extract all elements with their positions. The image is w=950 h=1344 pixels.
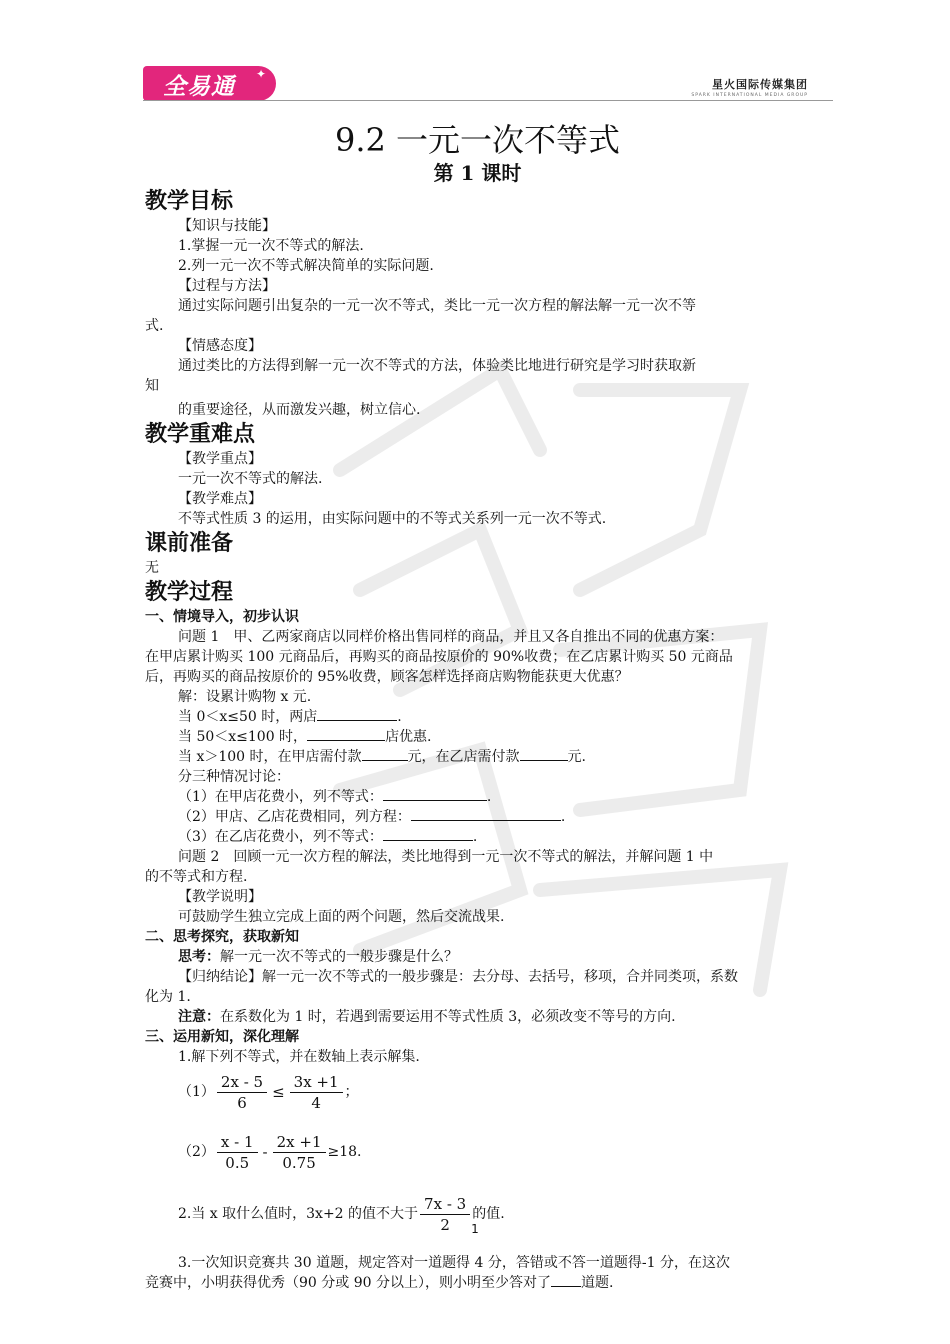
attention-note [145, 1007, 810, 1027]
exercise-1-1-label: （1） [178, 1084, 215, 1100]
publisher-name-en: SPARK INTERNATIONAL MEDIA GROUP [691, 93, 808, 98]
answer-blank[interactable] [383, 827, 473, 841]
part1-heading: 一、情境导入，初步认识 [145, 609, 299, 625]
operator: ≤ [272, 1083, 285, 1101]
document-body [145, 120, 810, 1293]
publisher-name: 星火国际传媒集团 [712, 78, 808, 91]
fraction-denominator: 6 [237, 1093, 247, 1112]
process-text-line-2: 式. [145, 318, 164, 334]
knowledge-item-2: 2.列一元一次不等式解决简单的实际问题. [178, 258, 434, 274]
exercise-1-part-1 [145, 1067, 810, 1117]
discussion-case-3 [145, 827, 810, 847]
solution-case-c-text: 当 x＞100 时，在甲店需付款 [178, 749, 362, 765]
discussion-case-1-text: （1）在甲店花费小，列不等式： [178, 789, 383, 805]
focus-tag: 【教学重点】 [178, 451, 262, 467]
solution-case-b-text: 当 50＜x≤100 时， [178, 729, 308, 745]
page-subtitle: 第 1 课时 [433, 161, 522, 185]
process-text-line-1: 通过实际问题引出复杂的一元一次不等式，类比一元一次方程的解法解一元一次不等 [178, 298, 696, 314]
answer-blank[interactable] [307, 727, 385, 741]
discussion-case-2-end: . [560, 809, 566, 825]
solution-case-b [145, 727, 810, 747]
exercise-1-2-label: （2） [178, 1144, 215, 1160]
operator: - [262, 1143, 268, 1161]
solution-case-c-mid: 元，在乙店需付款 [407, 749, 520, 765]
think-label: 思考： [178, 949, 220, 965]
fraction-numerator: 3x +1 [290, 1072, 343, 1093]
logo-text: 全易通 [163, 74, 235, 100]
page-title: 9.2 一元一次不等式 [334, 121, 621, 159]
discussion-case-3-text: （3）在乙店花费小，列不等式： [178, 829, 383, 845]
exercise-1: 1.解下列不等式，并在数轴上表示解集. [178, 1049, 420, 1065]
focus-text: 一元一次不等式的解法. [178, 471, 323, 487]
answer-blank[interactable] [362, 747, 408, 761]
fraction [217, 1132, 258, 1173]
solution-intro: 解：设累计购物 x 元. [178, 689, 312, 705]
section-goals-heading: 教学目标 [145, 189, 234, 214]
question-1-line-2: 在甲店累计购买 100 元商品后，再购买的商品按原价的 90%收费；在乙店累计购买 50 元商品 [145, 649, 733, 665]
knowledge-item-1: 1.掌握一元一次不等式的解法. [178, 238, 364, 254]
fraction-numerator: 2x - 5 [217, 1072, 267, 1093]
fraction-numerator: 2x +1 [273, 1132, 326, 1153]
answer-blank[interactable] [317, 707, 397, 721]
fraction-denominator: 0.5 [225, 1153, 250, 1172]
attention-text: 在系数化为 1 时，若遇到需要运用不等式性质 3，必须改变不等号的方向. [220, 1009, 676, 1025]
fraction-denominator: 0.75 [282, 1153, 316, 1172]
brand-logo [143, 66, 276, 101]
fraction [290, 1072, 343, 1113]
question-2-line-2: 的不等式和方程. [145, 869, 248, 885]
section-process-heading: 教学过程 [145, 580, 234, 605]
part3-heading: 三、运用新知，深化理解 [145, 1029, 299, 1045]
section-prep-heading: 课前准备 [145, 531, 234, 556]
discussion-case-1 [145, 787, 810, 807]
fraction [273, 1132, 326, 1173]
fraction-numerator: 7x - 3 [420, 1194, 470, 1215]
publisher-mark [691, 76, 808, 98]
page-header [0, 0, 950, 110]
section-keypoints-heading: 教学重难点 [145, 422, 256, 447]
fraction-denominator: 2 [440, 1215, 450, 1234]
solution-case-b-end: 店优惠. [385, 729, 432, 745]
solution-case-a [145, 707, 810, 727]
emotion-tag: 【情感态度】 [178, 338, 262, 354]
exercise-1-1-end: ； [344, 1084, 359, 1100]
emotion-text-line-3: 的重要途径，从而激发兴趣，树立信心. [178, 402, 421, 418]
exercise-3-line-2 [145, 1273, 810, 1293]
conclusion-line-1: 【归纳结论】解一元一次不等式的一般步骤是：去分母、去括号，移项，合并同类项，系数 [178, 969, 738, 985]
answer-blank[interactable] [383, 787, 487, 801]
fraction-numerator: x - 1 [217, 1132, 258, 1153]
page-number: 1 [471, 1222, 479, 1236]
answer-blank[interactable] [551, 1273, 581, 1287]
conclusion-line-2: 化为 1. [145, 989, 191, 1005]
teaching-note-tag: 【教学说明】 [178, 889, 262, 905]
exercise-3-line-1: 3.一次知识竞赛共 30 道题，规定答对一道题得 4 分，答错或不答一道题得-1 分，在这次 [178, 1255, 730, 1271]
solution-case-a-end: . [397, 709, 402, 725]
solution-case-c [145, 747, 810, 767]
think-text: 解一元一次不等式的一般步骤是什么？ [220, 949, 458, 965]
sparkle-icon: ✦ [255, 67, 266, 81]
emotion-text-line-2: 知 [145, 378, 159, 394]
difficulty-text: 不等式性质 3 的运用，由实际问题中的不等式关系列一元一次不等式. [178, 511, 607, 527]
discussion-intro: 分三种情况讨论： [178, 769, 290, 785]
question-2-line-1: 问题 2 回顾一元一次方程的解法，类比地得到一元一次不等式的解法，并解问题 1 中 [178, 849, 714, 865]
question-1-line-3: 后，再购买的商品按原价的 95%收费，顾客怎样选择商店购物能获更大优惠？ [145, 669, 629, 685]
exercise-1-part-2 [145, 1127, 810, 1177]
knowledge-tag: 【知识与技能】 [178, 218, 276, 234]
exercise-3-text: 竞赛中，小明获得优秀（90 分或 90 分以上），则小明至少答对了 [145, 1275, 551, 1291]
exercise-2-text: 2.当 x 取什么值时，3x+2 的值不大于 [178, 1206, 419, 1222]
attention-label: 注意： [178, 1009, 220, 1025]
emotion-text-line-1: 通过类比的方法得到解一元一次不等式的方法，体验类比地进行研究是学习时获取新 [178, 358, 696, 374]
header-divider [143, 100, 833, 101]
process-tag: 【过程与方法】 [178, 278, 276, 294]
difficulty-tag: 【教学难点】 [178, 491, 262, 507]
part2-heading: 二、思考探究，获取新知 [145, 929, 299, 945]
discussion-case-2-text: （2）甲店、乙店花费相同，列方程： [178, 809, 411, 825]
solution-case-a-text: 当 0＜x≤50 时，两店 [178, 709, 318, 725]
exercise-2-end: 的值. [472, 1206, 505, 1222]
prep-text: 无 [145, 560, 159, 576]
answer-blank[interactable] [411, 807, 561, 821]
discussion-case-1-end: . [486, 789, 492, 805]
question-1-line-1: 问题 1 甲、乙两家商店以同样价格出售同样的商品，并且又各自推出不同的优惠方案： [178, 629, 724, 645]
teaching-note-text: 可鼓励学生独立完成上面的两个问题，然后交流战果. [178, 909, 505, 925]
think-question [145, 947, 810, 967]
solution-case-c-end: 元. [567, 749, 586, 765]
exercise-3-end: 道题. [580, 1275, 614, 1291]
discussion-case-2 [145, 807, 810, 827]
fraction-denominator: 4 [311, 1093, 321, 1112]
discussion-case-3-end: . [472, 829, 478, 845]
exercise-1-2-end: ≥18. [327, 1144, 362, 1160]
fraction [217, 1072, 267, 1113]
answer-blank[interactable] [520, 747, 568, 761]
